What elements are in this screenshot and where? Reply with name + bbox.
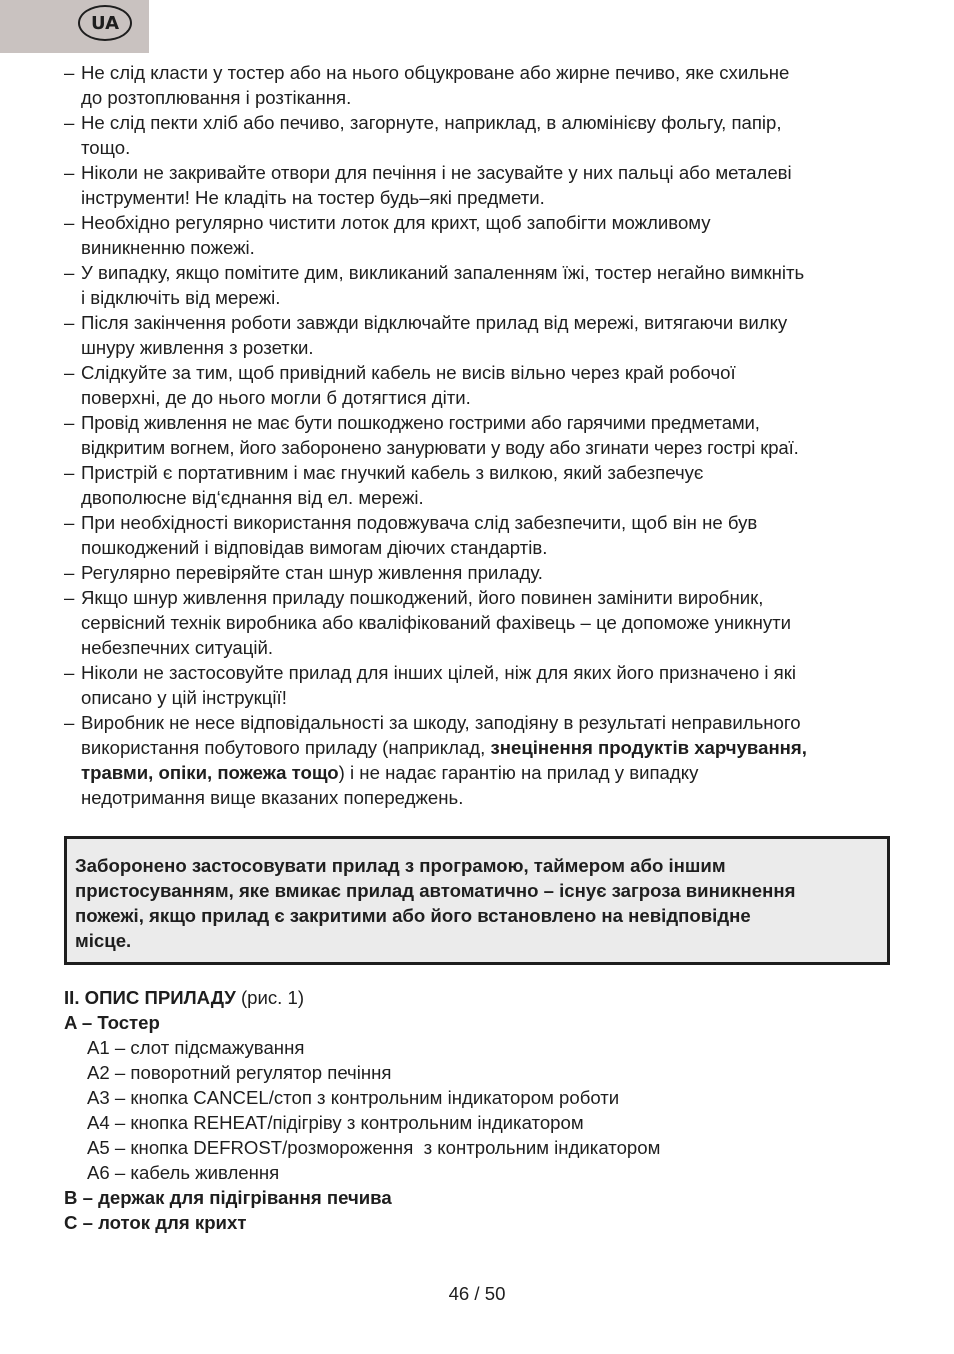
warning-item: – Провід живлення не має бути пошкоджено гострими або гарячими предметами, відкритим вогнем, його заборонено занурювати у воду або згинати через гострі краї.: [64, 410, 894, 460]
warning-item-liability: – Виробник не несе відповідальності за шкоду, заподіяну в результаті неправильного використання побутового приладу (наприклад, знецінення продуктів харчування, травми, опіки, пожежа тощо) і не надає гарантію на прилад у випадку недотримання вище вказаних попереджень.: [64, 710, 894, 810]
section-heading: II. ОПИС ПРИЛАДУ (рис. 1): [64, 987, 305, 1008]
warning-item: – Не слід пекти хліб або печиво, загорнуте, наприклад, в алюмінієву фольгу, папір, тощо.: [64, 110, 894, 160]
warning-item: – Після закінчення роботи завжди відключайте прилад від мережі, витягаючи вилку шнуру живлення з розетки.: [64, 310, 894, 360]
group-b-heading: B – держак для підігрівання печива: [64, 1187, 392, 1208]
warning-item: – Якщо шнур живлення приладу пошкоджений, його повинен замінити виробник, сервісний технік виробника або кваліфікований фахівець – це допоможе уникнути небезпечних ситуацій.: [64, 585, 894, 660]
group-a-heading: A – Тостер: [64, 1012, 160, 1033]
warning-item: – Пристрій є портативним і має гнучкий кабель з вилкою, який забезпечує двополюсне від‘єднання від ел. мережі.: [64, 460, 894, 510]
warning-item: – Ніколи не застосовуйте прилад для інших цілей, ніж для яких його призначено і які описано у цій інструкції!: [64, 660, 894, 710]
part-item: A2 – поворотний регулятор печіння: [87, 1062, 392, 1083]
part-item: A4 – кнопка REHEAT/підігріву з контрольним індикатором: [87, 1112, 584, 1133]
warning-item: – Регулярно перевіряйте стан шнур живлення приладу.: [64, 560, 894, 585]
language-tab: [0, 0, 149, 53]
part-item: A6 – кабель живлення: [87, 1162, 280, 1183]
warning-notice-box: Заборонено застосовувати прилад з програмою, таймером або іншим пристосуванням, яке вмикає прилад автоматично – існує загроза виникнення пожежі, якщо прилад є закритими або його встановлено на невідповідне місце.: [64, 836, 890, 965]
warning-item: – При необхідності використання подовжувача слід забезпечити, щоб він не був пошкоджений і відповідав вимогам діючих стандартів.: [64, 510, 894, 560]
part-item: A1 – слот підсмажування: [87, 1037, 305, 1058]
warning-item: – Необхідно регулярно чистити лоток для крихт, щоб запобігти можливому виникненню пожежі.: [64, 210, 894, 260]
warning-item: – Ніколи не закривайте отвори для печіння і не засувайте у них пальці або металеві інструменти! Не кладіть на тостер будь–які предмети.: [64, 160, 894, 210]
part-item: A5 – кнопка DEFROST/розмороження з контрольним індикатором: [87, 1137, 661, 1158]
page-number: 46 / 50: [448, 1283, 506, 1304]
warning-item: – Слідкуйте за тим, щоб привідний кабель не висів вільно через край робочої поверхні, де до нього могли б дотягтися діти.: [64, 360, 894, 410]
device-description-section: [64, 985, 894, 1235]
warning-item: – У випадку, якщо помітите дим, викликаний запаленням їжі, тостер негайно вимкніть і відключіть від мережі.: [64, 260, 894, 310]
language-badge: UA: [78, 5, 132, 41]
safety-warnings-list: [64, 60, 894, 810]
group-c-heading: C – лоток для крихт: [64, 1212, 247, 1233]
part-item: A3 – кнопка CANCEL/стоп з контрольним індикатором роботи: [87, 1087, 620, 1108]
warning-item: – Не слід класти у тостер або на нього обцукроване або жирне печиво, яке схильне до розтоплювання і розтікання.: [64, 60, 894, 110]
